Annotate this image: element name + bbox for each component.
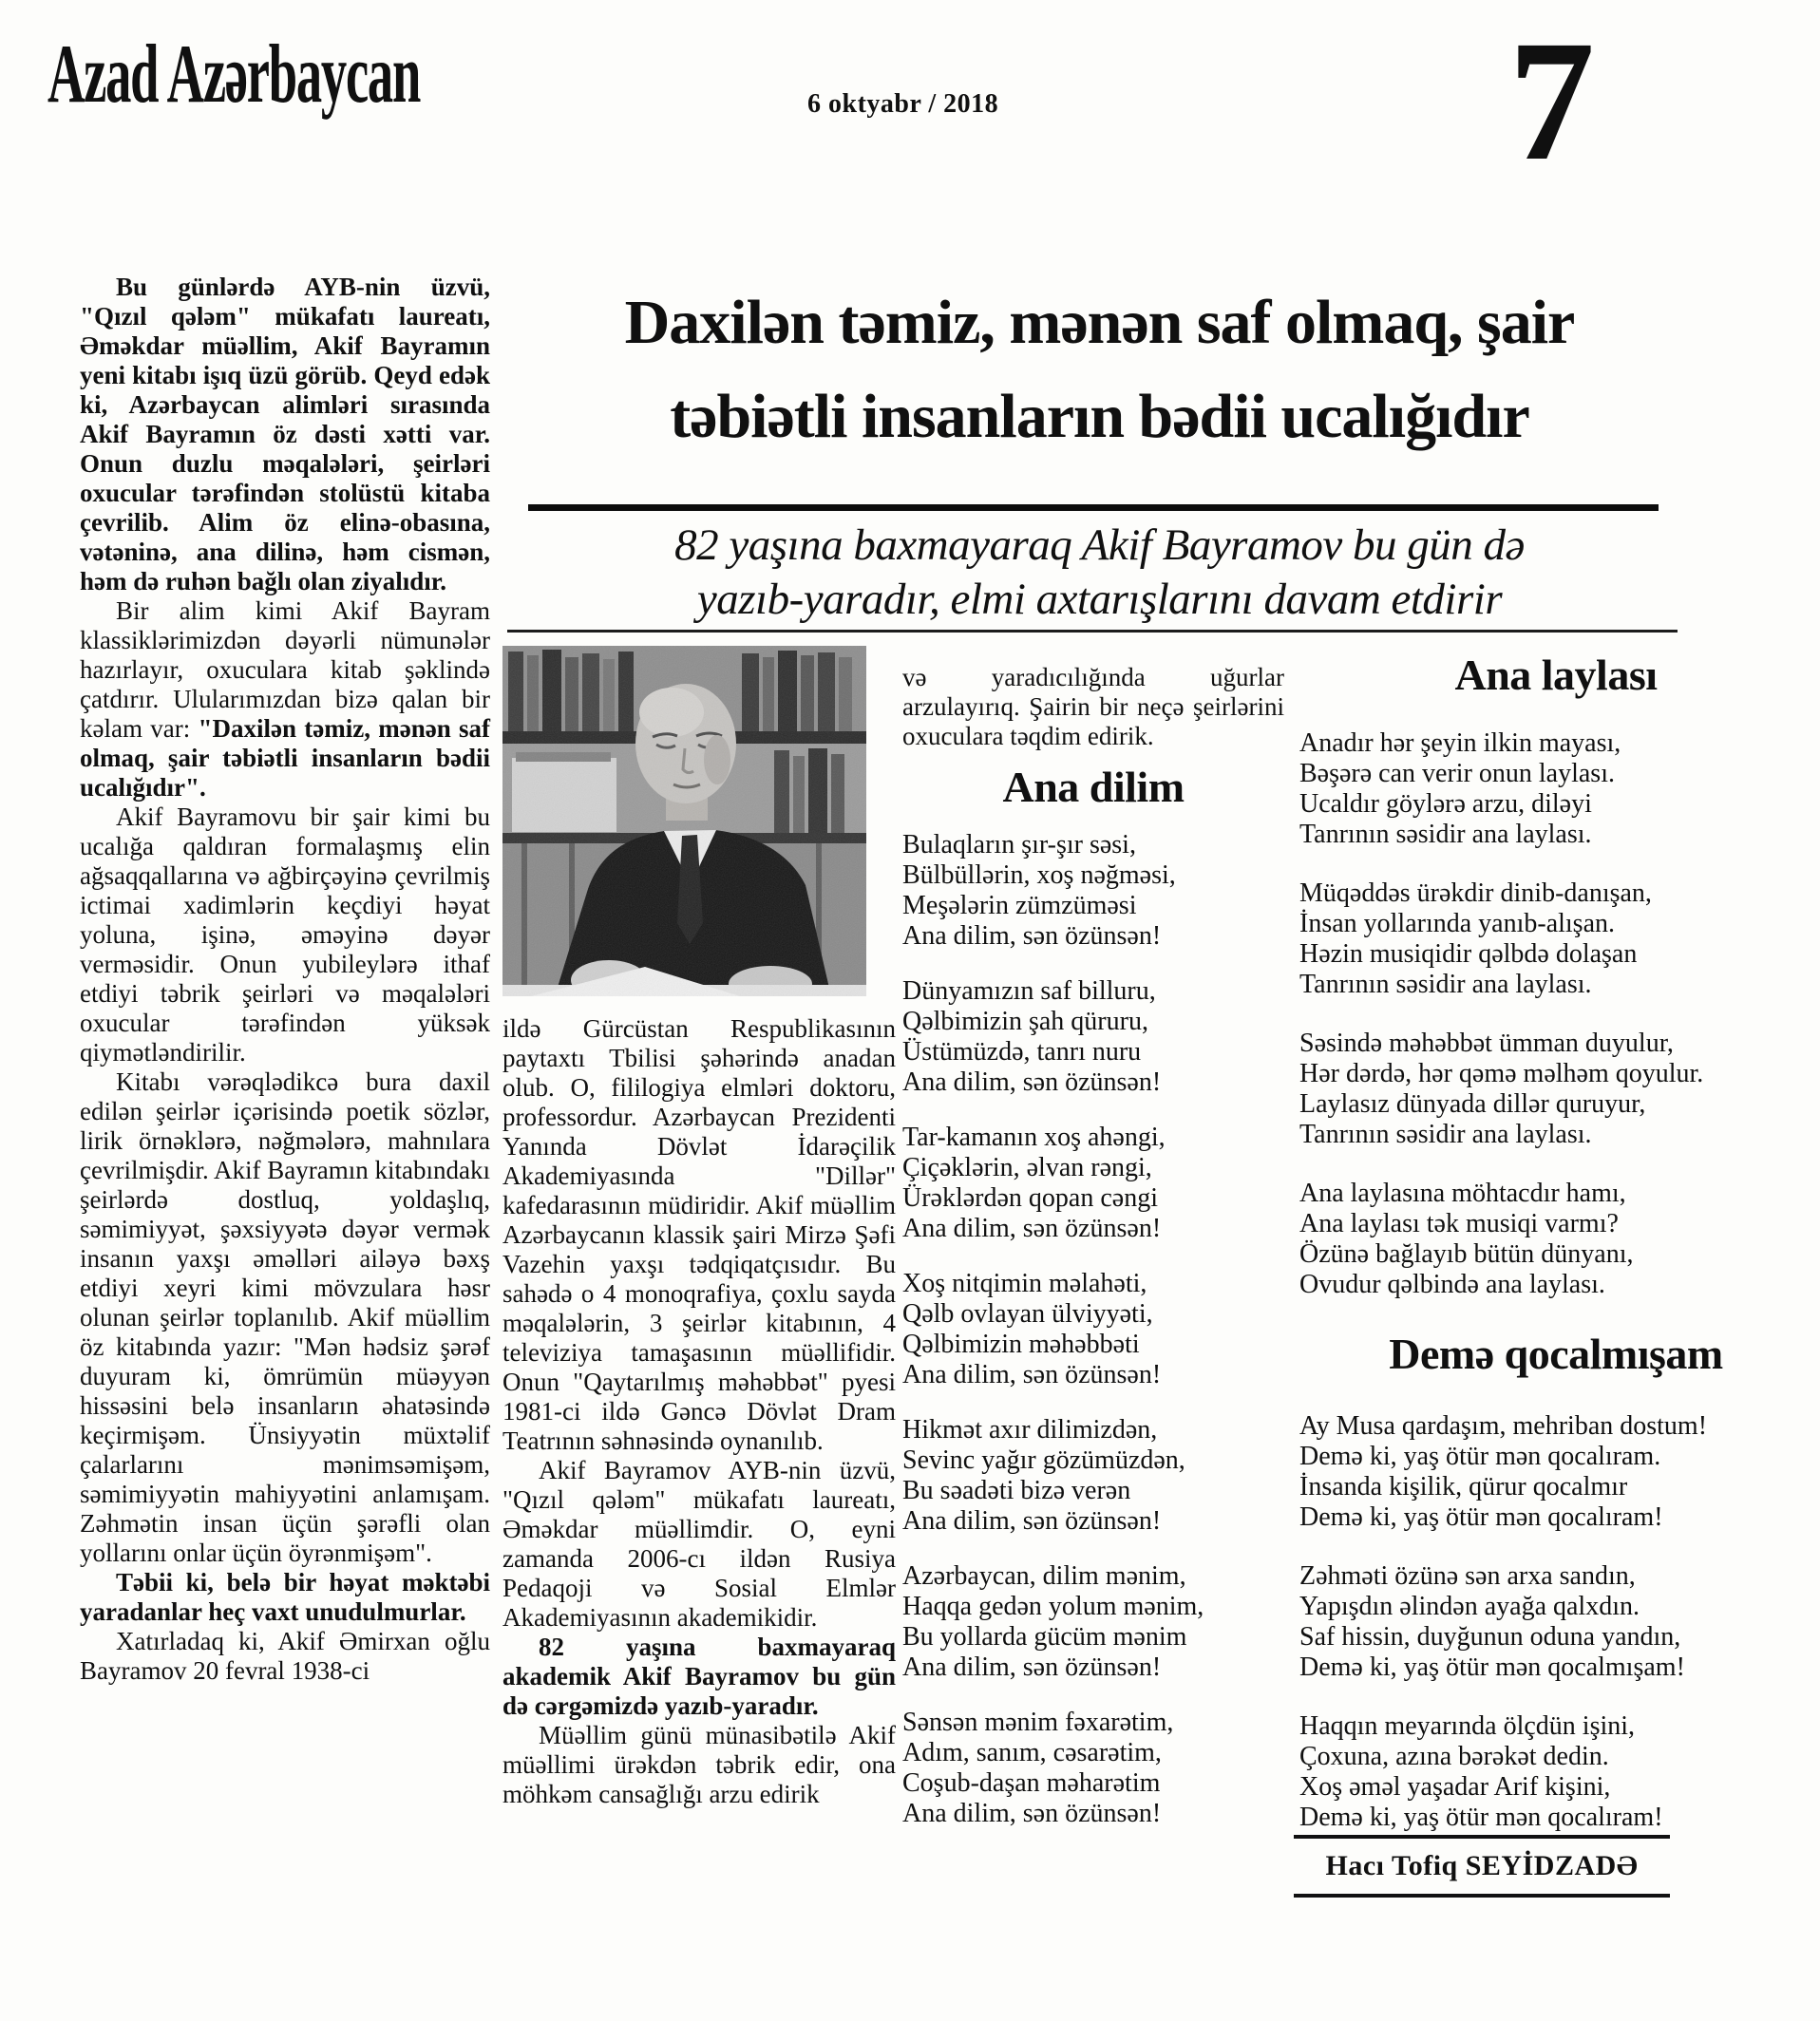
text-segment: Kitabı vərəqlədikcə bura daxil edilən şeirlər içərisində poetik sözlər, lirik örnəklərə, nəğmələrə, mahnılara çevrilmişdir. Akif Bayramın kitabındakı şeirlərdə dostluq, yoldaşlıq, səmimiyyət, şəxsiyyətə dəyər vermək insanın yaxşı əməlləri ailəyə bəxş etdiyi xeyri kimi mövzulara həsr olunan şeirlər toplanılıb. Akif müəllim öz kitabında yazır: "Mən hədsiz şərəf duyuram ki, ömrümün müəyyən hissəsini belə insanların əhatəsində keçirmişəm. Ünsiyyətin müxtəlif çalarlarını mənimsəmişəm, səmimiyyətin mahiyyətini anlamışam. Zəhmətin insan üçün şərəfli olan yollarını onlar üçün öyrənmişəm". xyxy=(80,1067,490,1567)
subheadline-rule xyxy=(507,630,1678,633)
headline-rule xyxy=(528,504,1659,511)
poem-line: Haqqın meyarında ölçdün işini, xyxy=(1299,1711,1636,1741)
text-segment: Bir alim kimi Akif Bayram klassiklərimizdən dəyərli nümunələr hazırlayır, oxuculara kitab şəklində çatdırır. Ulularımızdan bizə qalan bir kəlam var: xyxy=(80,596,490,743)
poem-line: Həzin musiqidir qəlbdə dolaşan xyxy=(1299,939,1638,969)
poem-line: Zəhməti özünə sən arxa sandın, xyxy=(1299,1561,1636,1591)
poem-stanza xyxy=(902,1269,1284,1390)
poem-line: Qəlbimizin şah qüruru, xyxy=(902,1007,1148,1036)
paragraph xyxy=(80,596,490,803)
poem-line: İnsanda kişilik, qürur qocalmır xyxy=(1299,1472,1628,1502)
poem-line: Çiçəklərin, əlvan rəngi, xyxy=(902,1153,1152,1182)
portrait-photo xyxy=(502,646,866,996)
poem-line: Laylasız dünyada dillər quruyur, xyxy=(1299,1089,1646,1119)
poem-line: Çoxuna, azına bərəkət dedin. xyxy=(1299,1742,1609,1771)
headline-line-1: Daxilən təmiz, mənən saf olmaq, şair xyxy=(624,288,1575,357)
poem-stanza xyxy=(902,1123,1284,1244)
paragraph xyxy=(80,803,490,1067)
poem-stanza xyxy=(1299,1179,1812,1300)
poem-line: Ana laylası tək musiqi varmı? xyxy=(1299,1209,1619,1238)
poem-line: Bulaqların şır-şır səsi, xyxy=(902,830,1136,859)
poem-stanza xyxy=(1299,728,1812,850)
poem-line: Özünə bağlayıb bütün dünyanı, xyxy=(1299,1239,1634,1269)
text-segment: və yaradıcılığında uğurlar arzulayırıq. Şairin bir neçə şeirlərini oxuculara təqdim edirik. xyxy=(902,663,1284,750)
poem-stanza xyxy=(902,1708,1284,1829)
byline-block xyxy=(1294,1835,1670,1898)
poem-line: Demə ki, yaş ötür mən qocalıram! xyxy=(1299,1803,1663,1832)
poem-line: Bu səadəti bizə verən xyxy=(902,1476,1131,1505)
poem-line: Ana dilim, sən özünsən! xyxy=(902,921,1162,951)
poem-stanza xyxy=(1299,1711,1812,1833)
poem-line: Yapışdın əlindən ayağa qalxdın. xyxy=(1299,1592,1640,1621)
poem-line: Azərbaycan, dilim mənim, xyxy=(902,1561,1186,1591)
poem-line: Meşələrin zümzüməsi xyxy=(902,891,1137,920)
poem-line: Qəlb ovlayan ülviyyəti, xyxy=(902,1299,1153,1329)
text-segment: Təbii ki, belə bir həyat məktəbi yaradanlar heç vaxt unudulmurlar. xyxy=(80,1568,490,1626)
poem-line: İnsan yollarında yanıb-alışan. xyxy=(1299,909,1616,938)
poem-line: Üstümüzdə, tanrı nuru xyxy=(902,1037,1142,1067)
portrait-photo-illustration xyxy=(502,646,866,996)
poems-intro xyxy=(902,663,1284,751)
text-segment: Müəllim günü münasibətilə Akif müəllimi ürəkdən təbrik edir, ona möhkəm cansağlığı arzu edirik xyxy=(502,1721,896,1808)
poem-line: Müqəddəs ürəkdir dinib-danışan, xyxy=(1299,878,1652,908)
poem-stanza xyxy=(1299,1411,1812,1533)
newspaper-masthead: Azad Azərbaycan xyxy=(47,28,421,121)
paragraph xyxy=(80,273,490,596)
byline-author: Hacı Tofiq SEYİDZADƏ xyxy=(1325,1850,1639,1881)
page-number: 7 xyxy=(1508,6,1595,197)
paragraph xyxy=(502,1014,896,1456)
poem-stanza xyxy=(902,1561,1284,1683)
paragraph xyxy=(80,1067,490,1568)
poem-line: Ana dilim, sən özünsən! xyxy=(902,1799,1162,1828)
poem-line: Adım, sanım, cəsarətim, xyxy=(902,1738,1162,1767)
poem-line: Xoş əməl yaşadar Arif kişini, xyxy=(1299,1772,1611,1802)
poem-title-ana-laylasi: Ana laylası xyxy=(1454,651,1658,699)
poem-line: Demə ki, yaş ötür mən qocalıram. xyxy=(1299,1442,1661,1471)
poem-line: Bəşərə can verir onun laylası. xyxy=(1299,759,1615,788)
poem-line: Ay Musa qardaşım, mehriban dostum! xyxy=(1299,1411,1708,1441)
poem-line: Tar-kamanın xoş ahəngi, xyxy=(902,1123,1166,1152)
poem-ana-laylasi xyxy=(1299,728,1812,1300)
poem-line: Ana dilim, sən özünsən! xyxy=(902,1214,1162,1243)
poem-line: Ana dilim, sən özünsən! xyxy=(902,1067,1162,1097)
poem-line: Anadır hər şeyin ilkin mayası, xyxy=(1299,728,1621,758)
poem-line: Demə ki, yaş ötür mən qocalmışam! xyxy=(1299,1653,1685,1682)
poem-line: Haqqa gedən yolum mənim, xyxy=(902,1592,1204,1621)
poem-line: Bülbüllərin, xoş nəğməsi, xyxy=(902,860,1176,890)
text-segment: ildə Gürcüstan Respublikasının paytaxtı Tbilisi şəhərində anadan olub. O, fililogiya elmləri doktoru, professordur. Azərbaycan Prezidenti Yanında Dövlət İdarəçilik Akademiyasında "Dillər" kafedarasının müdiridir. Akif müəllim Azərbaycanın klassik şairi Mirzə Şəfi Vazehin yaxşı tədqiqatçısıdır. Bu sahədə o 4 monoqrafiya, çoxlu sayda məqalələrin, 3 şeirlər kitabının, 4 televiziya tamaşasının müəllifidir. Onun "Qaytarılmış məhəbbət" pyesi 1981-ci ildə Gəncə Dövlət Dram Teatrının səhnəsində oynanılıb. xyxy=(502,1014,896,1455)
poem-stanza xyxy=(902,976,1284,1098)
poem-line: Sevinc yağır gözümüzdən, xyxy=(902,1445,1185,1475)
paragraph xyxy=(502,1633,896,1721)
article-column-3 xyxy=(902,663,1284,1854)
poem-stanza xyxy=(1299,1561,1812,1683)
poem-line: Ana dilim, sən özünsən! xyxy=(902,1653,1162,1682)
poem-line: Səsində məhəbbət ümman duyulur, xyxy=(1299,1029,1674,1058)
poem-title-ana-dilim: Ana dilim xyxy=(1002,763,1185,811)
poem-stanza xyxy=(902,1415,1284,1537)
article-subheadline xyxy=(513,519,1686,627)
poem-line: Hikmət axır dilimizdən, xyxy=(902,1415,1158,1445)
poem-line: Ana dilim, sən özünsən! xyxy=(902,1506,1162,1536)
poem-line: Ana dilim, sən özünsən! xyxy=(902,1360,1162,1389)
text-segment: Xatırladaq ki, Akif Əmirxan oğlu Bayramov 20 fevral 1938-ci xyxy=(80,1627,490,1685)
issue-date: 6 oktyabr / 2018 xyxy=(807,89,999,119)
text-segment: Bu günlərdə AYB-nin üzvü, "Qızıl qələm" mükafatı laureatı, Əməkdar müəllim, Akif Bayramın yeni kitabı işıq üzü görüb. Qeyd edək ki, Azərbaycan alimləri sırasında Akif Bayramın öz dəsti xətti var. Onun duzlu məqalələri, şeirləri oxucular tərəfindən stolüstü kitaba çevrilib. Alim öz elinə-obasına, vətəninə, ana dilinə, həm cismən, həm də ruhən bağlı olan ziyalıdır. xyxy=(80,273,490,595)
poem-line: Ovudur qəlbində ana laylası. xyxy=(1299,1270,1605,1299)
poem-line: Ana laylasına möhtacdır hamı, xyxy=(1299,1179,1626,1208)
poem-line: Bu yollarda gücüm mənim xyxy=(902,1622,1187,1652)
poem-deme-qocalmisam xyxy=(1299,1411,1812,1833)
paragraph xyxy=(502,1721,896,1809)
poem-stanza xyxy=(1299,1029,1812,1150)
paragraph xyxy=(502,1456,896,1633)
poem-line: Tanrının səsidir ana laylası. xyxy=(1299,970,1592,999)
poem-line: Ucaldır göylərə arzu, diləyi xyxy=(1299,789,1592,819)
poem-line: Hər dərdə, hər qəmə məlhəm qoyulur. xyxy=(1299,1059,1704,1088)
subheadline-line-1: 82 yaşına baxmayaraq Akif Bayramov bu gün də xyxy=(674,520,1525,570)
subheadline-line-2: yazıb-yaradır, elmi axtarışlarını davam etdirir xyxy=(696,575,1503,624)
text-segment: Akif Bayramovu bir şair kimi bu ucalığa qaldıran formalaşmış elin ağsaqqallarına və ağbirçəyinə çevrilmiş ictimai xadimlərin keçdiyi həyat yoluna, işinə, əməyinə dəyər verməsidir. Onun yubileylərə ithaf etdiyi təbrik şeirləri və məqalələri oxucular tərəfindən yüksək qiymətləndirilir. xyxy=(80,803,490,1067)
paragraph xyxy=(80,1627,490,1686)
poem-line: Dünyamızın saf billuru, xyxy=(902,976,1156,1006)
poem-line: Sənsən mənim fəxarətim, xyxy=(902,1708,1174,1737)
byline-rule-bottom xyxy=(1294,1894,1670,1898)
poem-line: Saf hissin, duyğunun oduna yandın, xyxy=(1299,1622,1681,1652)
text-segment: "Daxilən təmiz, mənən saf olmaq, şair təbiətli insanların bədii ucalığıdır". xyxy=(80,714,490,802)
poem-stanza xyxy=(902,830,1284,952)
poem-line: Tanrının səsidir ana laylası. xyxy=(1299,820,1592,849)
article-headline xyxy=(513,275,1686,463)
poem-line: Qəlbimizin məhəbbəti xyxy=(902,1330,1140,1359)
poem-ana-dilim xyxy=(902,830,1284,1829)
article-column-1 xyxy=(80,273,490,1686)
poem-line: Demə ki, yaş ötür mən qocalıram! xyxy=(1299,1502,1663,1532)
poem-line: Ürəklərdən qopan cəngi xyxy=(902,1183,1158,1213)
poem-stanza xyxy=(1299,878,1812,1000)
article-column-4 xyxy=(1299,650,1812,1861)
headline-line-2: təbiətli insanların bədii ucalığıdır xyxy=(670,382,1529,451)
poem-line: Xoş nitqimin məlahəti, xyxy=(902,1269,1147,1298)
text-segment: Akif Bayramov AYB-nin üzvü, "Qızıl qələm" mükafatı laureatı, Əməkdar müəllimdir. O, eyni zamanda 2006-cı ildən Rusiya Pedaqoji və Sosial Elmlər Akademiyasının akademikidir. xyxy=(502,1456,896,1632)
poem-line: Coşub-daşan məharətim xyxy=(902,1768,1161,1798)
paragraph xyxy=(80,1568,490,1627)
article-column-2 xyxy=(502,1014,896,1809)
poem-line: Tanrının səsidir ana laylası. xyxy=(1299,1120,1592,1149)
text-segment: 82 yaşına baxmayaraq akademik Akif Bayramov bu gün də cərgəmizdə yazıb-yaradır. xyxy=(502,1633,896,1720)
poem-title-deme-qocalmisam: Demə qocalmışam xyxy=(1389,1330,1723,1378)
paragraph xyxy=(902,663,1284,751)
